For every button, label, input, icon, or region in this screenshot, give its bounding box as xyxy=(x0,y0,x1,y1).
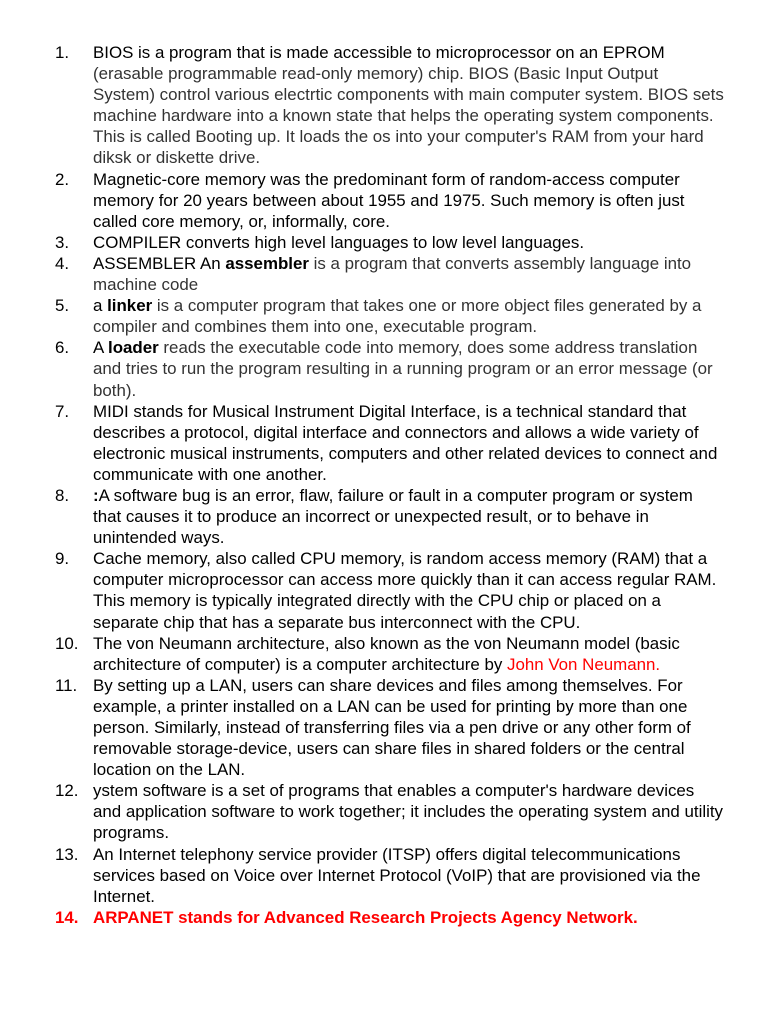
list-item-number: 11. xyxy=(55,675,78,695)
text-run: is a computer program that takes one or more object files generated by a compiler and combines them into one, executable program. xyxy=(93,296,702,337)
bold-term: : xyxy=(93,485,99,505)
text-run: ASSEMBLER An xyxy=(93,253,226,273)
text-run: Magnetic-core memory was the predominant form of random-access computer memory for 20 years between about 1955 and 1975. Such memory is often just called core memory, or, informally, core. xyxy=(93,169,685,231)
list-item-number: 8. xyxy=(55,485,70,505)
list-item-text xyxy=(93,296,701,336)
bold-term: assembler xyxy=(225,253,309,273)
text-run: reads the executable code into memory, does some address translation and tries to run the program resulting in a running program or an error message (or both). xyxy=(93,338,713,400)
text-run: MIDI stands for Musical Instrument Digital Interface, is a technical standard that describes a protocol, digital interface and connectors and allows a wide variety of electronic musical instruments, computers and other related devices to connect and communicate with one another. xyxy=(93,401,718,484)
text-run: a xyxy=(93,296,108,316)
list-item-text xyxy=(93,845,700,906)
list-item xyxy=(0,907,768,928)
list-item xyxy=(0,253,768,295)
list-item-text xyxy=(93,254,691,294)
document-page xyxy=(0,42,768,928)
list-item-text xyxy=(93,781,723,842)
list-item xyxy=(0,42,768,169)
list-item-text xyxy=(93,486,693,547)
list-item-number: 1. xyxy=(55,43,70,62)
text-run: An Internet telephony service provider (ITSP) offers digital telecommunications services based on Voice over Internet Protocol (VoIP) that are provisioned via the Internet. xyxy=(93,844,701,906)
list-item xyxy=(0,169,768,232)
list-item-number: 9. xyxy=(55,549,70,569)
text-run: ARPANET stands for Advanced Research Projects Agency Network. xyxy=(93,907,638,927)
text-run: By setting up a LAN, users can share devices and files among themselves. For example, a printer installed on a LAN can be used for printing by more than one person. Similarly, instead of transferring files via a pen drive or any other form of removable storage-device, users can share files in shared folders or the central location on the LAN. xyxy=(93,675,691,780)
list-item-text xyxy=(93,170,685,231)
list-item xyxy=(0,232,768,253)
list-item xyxy=(0,633,768,675)
text-run: Cache memory, also called CPU memory, is random access memory (RAM) that a computer microprocessor can access more quickly than it can access regular RAM. This memory is typically integrated directly with the CPU chip or placed on a separate chip that has a separate bus interconnect with the CPU. xyxy=(93,549,717,632)
list-item-number: 14. xyxy=(55,907,79,927)
list-item xyxy=(0,401,768,485)
text-run: is a program that converts assembly language into machine code xyxy=(93,253,692,295)
list-item xyxy=(0,548,768,632)
list-item-number: 13. xyxy=(55,844,79,864)
list-item xyxy=(0,675,768,780)
list-item-text xyxy=(93,233,584,252)
numbered-list xyxy=(0,42,768,928)
text-run: ystem software is a set of programs that enables a computer's hardware devices and application software to work together; it includes the operating system and utility programs. xyxy=(93,781,723,843)
text-run: A software bug is an error, flaw, failure or fault in a computer program or system that causes it to produce an incorrect or unexpected result, or to behave in unintended ways. xyxy=(93,485,693,548)
list-item-number: 12. xyxy=(55,781,79,801)
list-item-text xyxy=(93,43,724,167)
list-item-text xyxy=(93,676,691,779)
list-item xyxy=(0,337,768,400)
list-item-text xyxy=(93,634,680,674)
list-item-number: 2. xyxy=(55,169,70,189)
text-run: BIOS is a program that is made accessible to microprocessor on an EPROM xyxy=(93,43,665,62)
list-item-number: 3. xyxy=(55,232,70,252)
list-item-number: 5. xyxy=(55,296,70,316)
list-item-number: 6. xyxy=(55,338,70,358)
bold-term: loader xyxy=(108,338,159,358)
list-item xyxy=(0,780,768,843)
list-item xyxy=(0,485,768,548)
text-run: COMPILER converts high level languages to low level languages. xyxy=(93,232,585,252)
list-item-text xyxy=(93,402,717,484)
bold-term: linker xyxy=(107,296,153,316)
text-run: The von Neumann architecture, also known as the von Neumann model (basic architecture of computer) is a computer architecture by xyxy=(93,633,680,674)
highlighted-name: John Von Neumann. xyxy=(507,654,661,674)
list-item-text xyxy=(93,338,713,399)
list-item xyxy=(0,844,768,907)
list-item-number: 7. xyxy=(55,401,70,421)
text-run: A xyxy=(93,338,109,358)
list-item-text xyxy=(93,549,716,631)
list-item-number: 10. xyxy=(55,633,79,653)
list-item-text xyxy=(93,908,638,927)
list-item xyxy=(0,295,768,337)
text-run: (erasable programmable read-only memory) chip. BIOS (Basic Input Output System) control various electrtic components with main computer system. BIOS sets machine hardware into a known state that helps the operating system components. This is called Booting up. It loads the os into your computer's RAM from your hard diksk or diskette drive. xyxy=(93,64,724,168)
list-item-number: 4. xyxy=(55,253,70,273)
